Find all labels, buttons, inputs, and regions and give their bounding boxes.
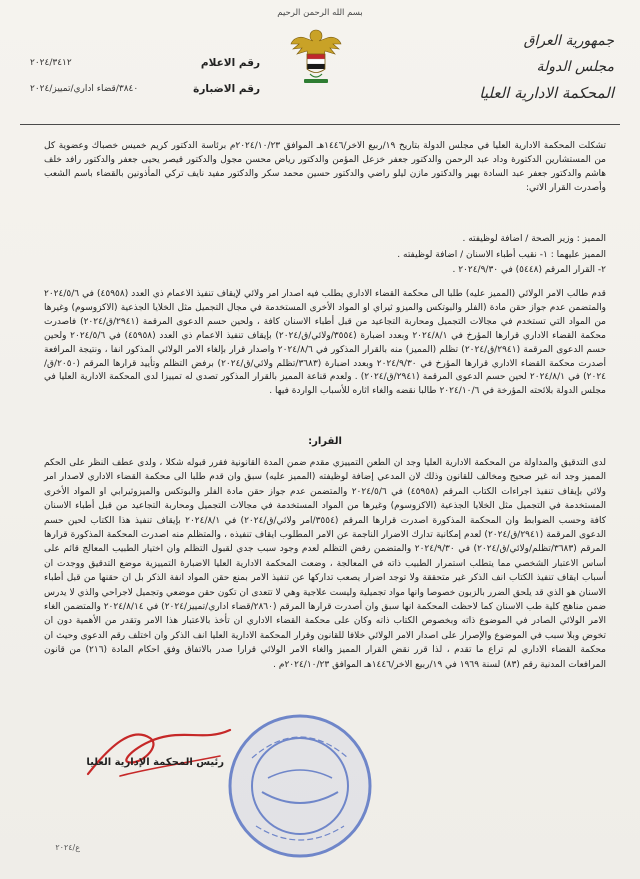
- basmala: بسم الله الرحمن الرحيم: [277, 8, 363, 18]
- org-line-court: المحكمة الادارية العليا: [479, 84, 614, 102]
- footer-note: ع/٢٠٢٤: [55, 843, 80, 852]
- parties-block: [44, 232, 606, 279]
- case-label: رقم الاضبارة: [193, 83, 260, 95]
- registry-row: [30, 50, 260, 76]
- iraq-eagle-emblem-icon: [288, 24, 344, 94]
- appellant-line: المميز : وزير الصحة / اضافة لوظيفته .: [462, 234, 606, 244]
- decision-heading: القرار:: [308, 436, 342, 447]
- registry-value: ٢٠٢٤/٣٤١٢: [30, 58, 72, 68]
- reference-numbers: [30, 50, 260, 102]
- registry-label: رقم الاعلام: [200, 57, 260, 69]
- case-value: ٣٨٤٠/قضاء اداري/تمييز/٢٠٢٤: [30, 84, 139, 94]
- signature-title: رئيس المحكمة الإدارية العليا: [86, 757, 224, 768]
- org-line-council: مجلس الدولة: [536, 59, 614, 75]
- org-line-republic: جمهورية العراق: [523, 33, 614, 49]
- header-divider: [20, 124, 620, 125]
- appellees-line: المميز عليهما : ١- نقيب أطباء الاسنان / اضافة لوظيفته .: [397, 249, 606, 260]
- decision-paragraph: لدى التدقيق والمداولة من المحكمة الادارية العليا وجد ان الطعن التمييزي مقدم ضمن المدة القانونية فقرر قبوله شكلا ، ولدى عطف النظر على الحكم المميز وجد انه غير صحيح ومخالف للقانون وذلك لان المدعي إضافة لوظيفته (المميز عليه) سبق وان قدم طلبا الى محكمة القضاء الاداري لاصدار امر ولائي بإيقاف تنفيذ اجراءات الكتاب المرقم (٤٥٩٥٨) في ٢٠٢٤/٥/٦ والمتضمن عدم جواز حقن مادة الفلر والبوتكس والميزوثيرابي او المواد الأخرى المستخدمة في التجميل مثل الخلايا الجذعية (الاكزوسوم) وغيرها من المواد المستخدمة في مجالات التجميل ومحاربة التجاعيد من قبل أطباء الاسنان كافة وحسب الضوابط وان المحكمة المذكورة اصدرت قرارها المرقم (٣٥٥٤/امر ولائي/ق/٢٠٢٤) في ٢٠٢٤/٨/١ بإيقاف تنفيذ هذا الكتاب لحين حسم الدعوى المرقمة (٢٩٤١/ق/٢٠٢٤) لعدم إمكانية تدارك الاضرار الناجمة عن الامر المطلوب ايقاف تنفيذه ، والمتظلم منه اصدرت المحكمة المذكورة قرارها المرقم (٣٦٨٣/تظلم/ولائي/ق/٢٠٢٤) في ٢٠٢٤/٩/٣٠ والمتضمن رفض التظلم لعدم وجود سبب جدي لقبول التظلم وان اختيار الطبيب المعالج قائم على أساس الاعتبار الشخصي مما يتطلب استمرار الطبيب ذاته في المعالجة ، وضعت المحكمة الادارية العليا الاضبارة التمييزية موضع التدقيق ووجدت ان أسباب ايقاف تنفيذ الكتاب انف الذكر غير متحققة ولا توجد اضرار يصعب تداركها عن تنفيذ الامر بمنع حقن المواد انفة الذكر بل ان حقنها من قبل أطباء الاسنان هو الذي قد يلحق الضرر بالزبون خصوصا وانها مواد تجميلية وليست علاجية وهي لا تتعدى ان تكون حقن موضعي وتجميل لاجراحي والذي لا يدرس ضمن مناهج كلية طب الاسنان كما لاحظت المحكمة انها سبق وان أصدرت قرارها المرقم (٢٨٦٠/قضاء اداري/تمييز/٢٠٢٤) في ٢٠٢٤/٨/١٤ والمتضمن الغاء الامر الولائي الصادر في الموضوع ذاته وبخصوص الكتاب ذاته وكان على محكمة القضاء الاداري ان تأخذ بالاعتبار هذا الامر وتقدر من الأهمية دون ان تخوض وبلا سبب في الموضوع والإصرار على اصدار الامر الولائي خلافا للقانون وقرار المحكمة الادارية العليا انف الذكر وان اختلف رقم الدعوى وحيث ان محكمة القضاء الاداري لم تراع ما تقدم ، لذا قرر نقض القرار المميز والغاء الامر الولائي قرارا صدر بالاتفاق وفق احكام المادة (٢١٦) من قانون المرافعات المدنية رقم (٨٣) لسنة ١٩٦٩ في ١٩/ربيع الاخر/١٤٤٦هـ الموافق ٢٠٢٤/١٠/٢٣م .: [44, 458, 606, 670]
- decision-ref-line: ٢- القرار المرقم (٥٤٤٨) في ٢٠٢٤/٩/٣٠ .: [452, 265, 606, 275]
- facts-paragraph: قدم طالب الامر الولائي (المميز عليه) طلبا الى محكمة القضاء الاداري يطلب فيه اصدار امر ولائي لإيقاف تنفيذ الاعمام ذي العدد (٤٥٩٥٨) في ٢٠٢٤/٥/٦ والمتضمن عدم جواز حقن مادة (الفلر والبوتكس والميزو ثيراي او المواد الأخرى المستخدمة في مجال التجميل مثل الخلايا الجذعية (الاكزوسوم) وغيرها من المواد التي تستخدم في مجالات التجميل ومحاربة التجاعيد من قبل أطباء الاسنان كافة ، ولحين حسم الدعوى المرقمة (٢٩٤١/ق/٢٠٢٤) فاصدرت محكمة القضاء الاداري قرارها المؤرخ في ٢٠٢٤/٨/١ وبعدد اضبارة (٣٥٥٤/ولائي/ق/٢٠٢٤) بإيقاف تنفيذ الاعمام ذي العدد (٤٥٩٥٨) في ٢٠٢٤/٥/٦ ولحين حسم الدعوى المرقمة (٢٩٤١/ق/٢٠٢٤) تظلم (المميز) منه بالقرار المذكور في ٢٠٢٤/٨/٦ واصدار قرار بإلغاء الامر الولائي المذكور انفا ، ونتيجة المرافعة أصدرت محكمة القضاء الاداري قرارها المؤرخ في ٢٠٢٤/٩/٣٠ وبعدد اضبارة (٣٦٨٣/تظلم ولائي/ق/٢٠٢٤) برفض التظلم وتأييد قرارها المرقم (٢٠٥٠/ق/٢٠٢٤) في ٢٠٢٤/٨/١ لحين حسم الدعوى المرقمة (٢٩٤١/ق/٢٠٢٤) . ولعدم قناعة المميز بالقرار المذكور تصدى له تمييزا لدى المحكمة الادارية العليا في مجلس الدولة بلائحته المؤرخة في ٢٠٢٤/١٠/٦ طالبا نقضه والغاء اثاره للأسباب الواردة فيها .: [44, 289, 607, 397]
- handwritten-signature: [80, 716, 240, 786]
- intro-paragraph: تشكلت المحكمة الادارية العليا في مجلس الدولة بتاريخ ١٩/ربيع الاخر/١٤٤٦هـ الموافق ٢٠٢٤/١٠/٢٣م برئاسة الدكتور كريم خميس خصباك وعضوية كل من المستشارين الدكتورة وداد عبد الرحمن والدكتور جعفر خزعل المؤمن والدكتور رياض محسن مجول والدكتور قيصر يحيى جعفر والدكتور رافد خلف هاشم والدكتور جعفر عبد السادة بهير والدكتور مازن ليلو راضي والدكتور حسين محمد سكر والدكتور مفيد نايف تركي المأذونين بالقضاء باسم الشعب وأصدرت القرار الاتي:: [44, 141, 606, 193]
- case-row: [30, 76, 260, 102]
- court-seal-stamp: [222, 708, 378, 864]
- issuing-authority: [394, 28, 614, 106]
